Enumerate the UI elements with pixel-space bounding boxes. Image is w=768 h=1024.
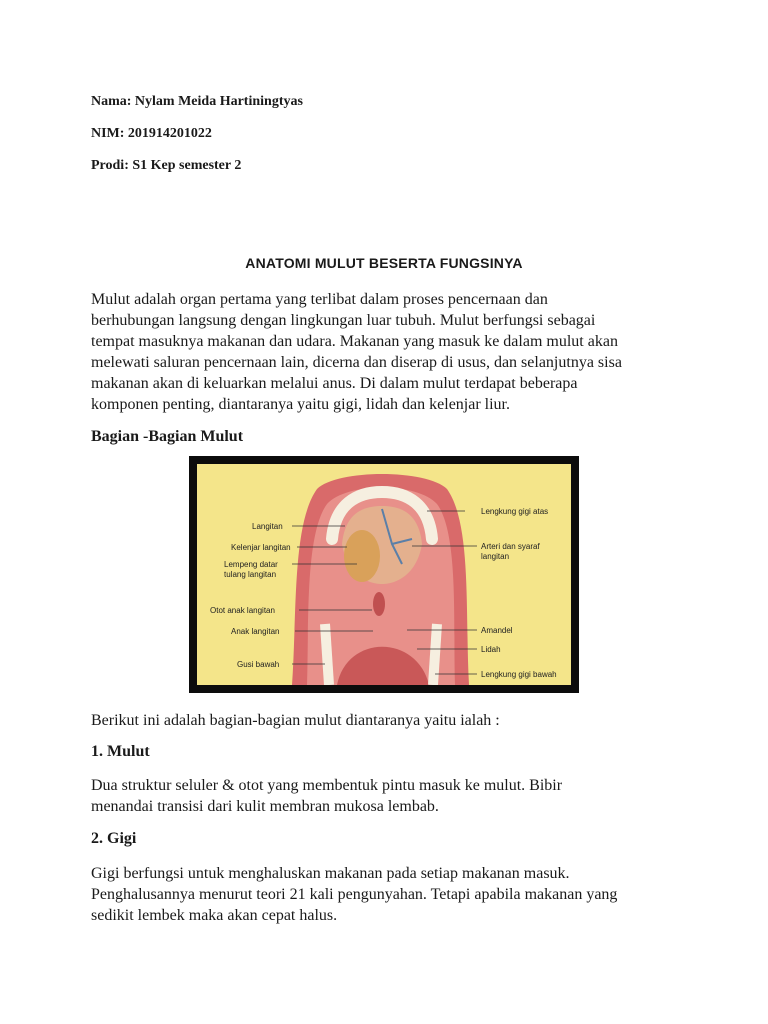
mouth-anatomy-figure (189, 456, 579, 693)
gigi-line: Penghalusannya menurut teori 21 kali pengunyahan. Tetapi apabila makanan yang (91, 886, 618, 903)
gigi-line: Gigi berfungsi untuk menghaluskan makanan pada setiap makanan masuk. (91, 865, 570, 882)
mulut-line: Dua struktur seluler & otot yang membentuk pintu masuk ke mulut. Bibir (91, 777, 563, 794)
list-intro (91, 710, 691, 731)
label-otot-anak-langitan: Otot anak langitan (210, 606, 275, 615)
gigi-line: sedikit lembek maka akan cepat halus. (91, 907, 338, 924)
student-prodi: Prodi: S1 Kep semester 2 (91, 158, 242, 173)
lower-teeth-left (325, 624, 329, 685)
lower-teeth-right (433, 624, 437, 685)
label-anak-langitan: Anak langitan (231, 627, 280, 636)
section-heading-mulut: 1. Mulut (91, 743, 150, 760)
intro-line: Mulut adalah organ pertama yang terlibat dalam proses pencernaan dan (91, 291, 548, 308)
list-intro-text: Berikut ini adalah bagian-bagian mulut diantaranya yaitu ialah : (91, 712, 500, 729)
student-nim: NIM: 201914201022 (91, 126, 212, 141)
section-gigi-body (91, 863, 691, 926)
label-lengkung-gigi-atas: Lengkung gigi atas (481, 507, 549, 516)
label-tulang-langitan: tulang langitan (224, 570, 277, 579)
label-kelenjar-langitan: Kelenjar langitan (231, 543, 291, 552)
label-arteri-langitan: langitan (481, 552, 510, 561)
section-heading-bagian: Bagian -Bagian Mulut (91, 428, 244, 445)
label-lempeng-datar: Lempeng datar (224, 560, 278, 569)
label-amandel: Amandel (481, 626, 513, 635)
intro-paragraph (91, 289, 691, 415)
uvula (373, 592, 385, 616)
label-lengkung-gigi-bawah: Lengkung gigi bawah (481, 670, 557, 679)
intro-line: tempat masuknya makanan dan udara. Makanan yang masuk ke dalam mulut akan (91, 333, 618, 350)
intro-line: melewati saluran pencernaan lain, dicerna dan diserap di usus, dan selanjutnya sisa (91, 354, 622, 371)
label-gusi-bawah: Gusi bawah (237, 660, 280, 669)
label-arteri-syaraf: Arteri dan syaraf (481, 542, 540, 551)
mulut-line: menandai transisi dari kulit membran mukosa lembab. (91, 798, 439, 815)
document-title: ANATOMI MULUT BESERTA FUNGSINYA (245, 255, 523, 271)
section-mulut-body (91, 775, 691, 817)
mouth-anatomy-illustration (197, 464, 571, 685)
label-langitan: Langitan (252, 522, 283, 531)
palatine-glands (344, 530, 380, 582)
intro-line: makanan akan di keluarkan melalui anus. Di dalam mulut terdapat beberapa (91, 375, 578, 392)
intro-line: berhubungan langsung dengan lingkungan luar tubuh. Mulut berfungsi sebagai (91, 312, 596, 329)
intro-line: komponen penting, diantaranya yaitu gigi, lidah dan kelenjar liur. (91, 396, 510, 413)
section-heading-gigi: 2. Gigi (91, 830, 137, 847)
student-name: Nama: Nylam Meida Hartiningtyas (91, 94, 303, 109)
label-lidah: Lidah (481, 645, 501, 654)
